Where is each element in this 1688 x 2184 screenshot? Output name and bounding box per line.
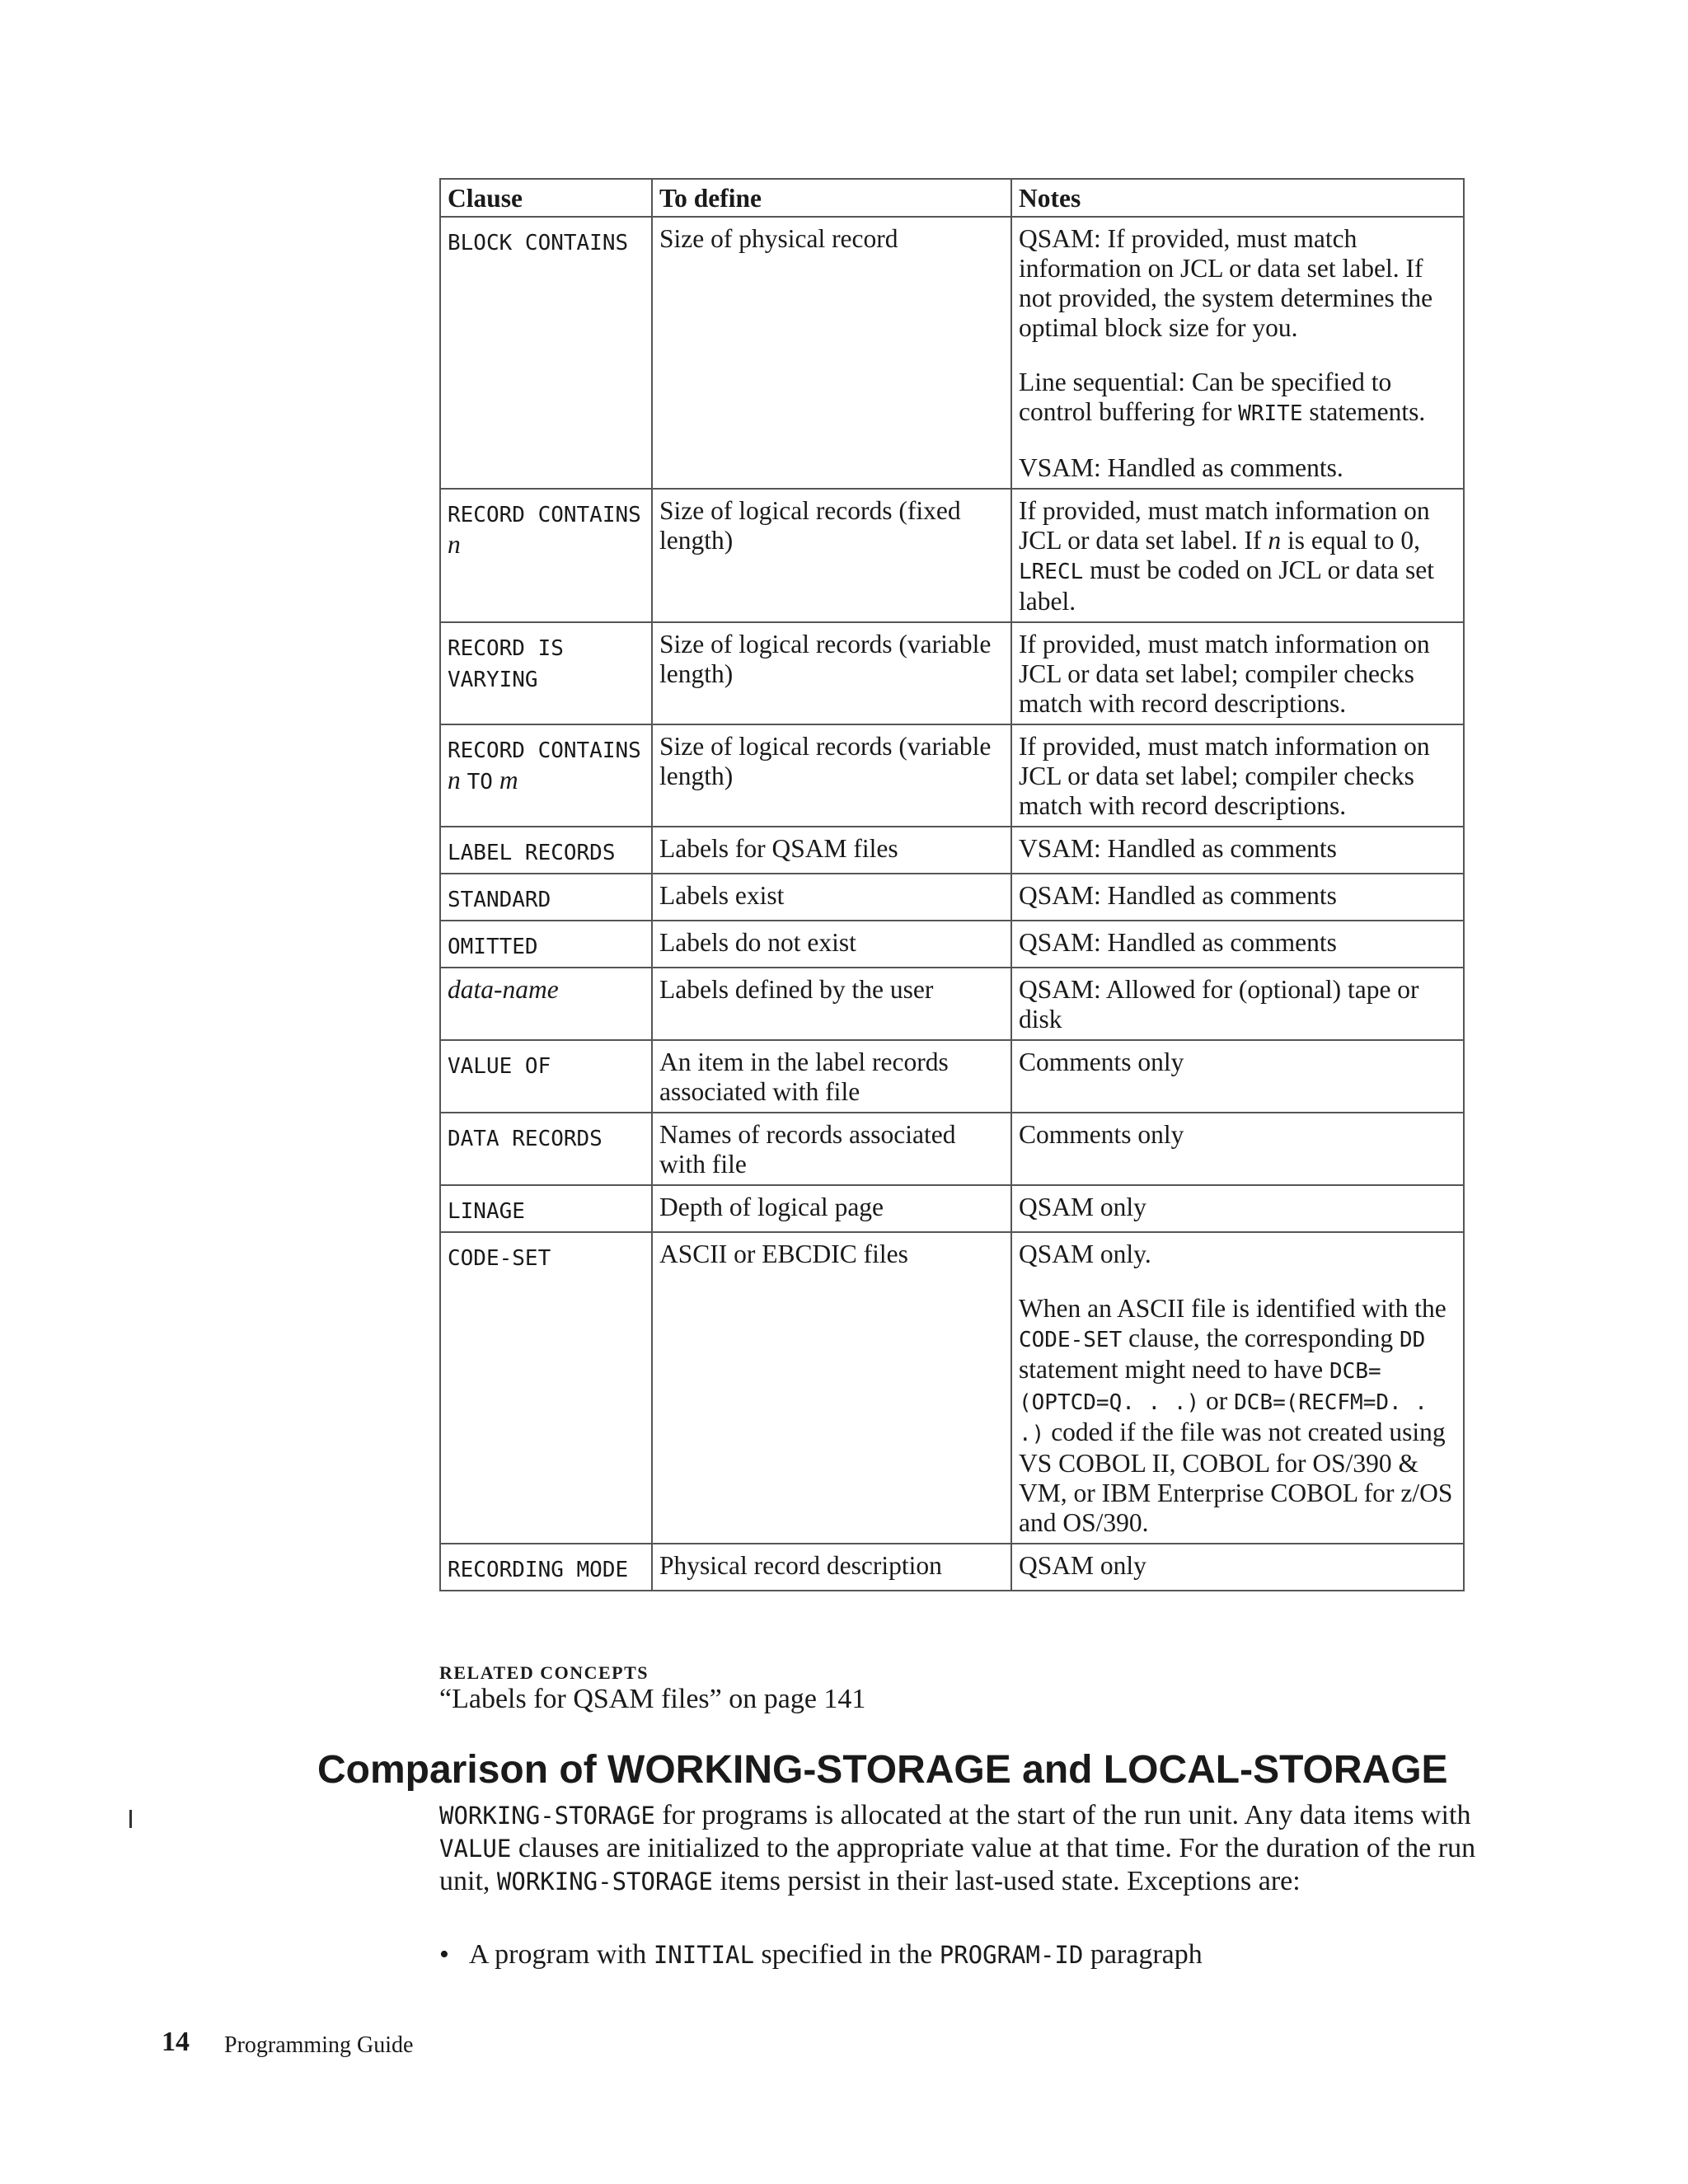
table-row <box>440 622 1464 724</box>
clause-cell: BLOCK CONTAINS <box>440 217 652 489</box>
define-cell: Depth of logical page <box>652 1185 1011 1232</box>
table-row <box>440 1544 1464 1591</box>
clause-cell: LABEL RECORDS <box>440 827 652 874</box>
notes-cell: Comments only <box>1011 1040 1464 1113</box>
notes-cell: QSAM: If provided, must match information on JCL or data set label. If not provided, the system determines the optimal block size for you. Line sequential: Can be specified to control buffering for WRITE statements. VSAM: Handled as comments. <box>1011 217 1464 489</box>
clause-cell: VALUE OF <box>440 1040 652 1113</box>
clause-cell: OMITTED <box>440 921 652 968</box>
related-concepts-heading: RELATED CONCEPTS <box>439 1662 649 1683</box>
notes-cell: If provided, must match information on JCL or data set label; compiler checks match with record descriptions. <box>1011 622 1464 724</box>
section-title: Comparison of WORKING-STORAGE and LOCAL-STORAGE <box>317 1748 1448 1792</box>
notes-cell: QSAM only <box>1011 1185 1464 1232</box>
bullet-icon: • <box>439 1939 449 1970</box>
table-header-row <box>440 179 1464 217</box>
change-bar <box>129 1810 132 1828</box>
table-row <box>440 1040 1464 1113</box>
section-paragraph: WORKING-STORAGE for programs is allocated at the start of the run unit. Any data items with VALUE clauses are initialized to the appropriate value at that time. For the duration of the run unit, WORKING-STORAGE items persist in their last-used state. Exceptions are: <box>439 1800 1476 1896</box>
table-row <box>440 217 1464 489</box>
page-number: 14 <box>162 2027 190 2057</box>
header-to-define: To define <box>652 179 1011 217</box>
notes-cell: QSAM only. When an ASCII file is identified with the CODE-SET clause, the corresponding DD statement might need to have DCB=(OPTCD=Q. . .) or DCB=(RECFM=D. . .) coded if the file was not created using VS COBOL II, COBOL for OS/390 & VM, or IBM Enterprise COBOL for z/OS and OS/390. <box>1011 1232 1464 1544</box>
notes-cell: If provided, must match information on JCL or data set label. If n is equal to 0, LRECL must be coded on JCL or data set label. <box>1011 489 1464 622</box>
notes-cell: QSAM: Handled as comments <box>1011 874 1464 921</box>
define-cell: Size of logical records (fixed length) <box>652 489 1011 622</box>
table-row <box>440 827 1464 874</box>
table-row <box>440 874 1464 921</box>
table-row <box>440 921 1464 968</box>
define-cell: Labels exist <box>652 874 1011 921</box>
list-item: • A program with INITIAL specified in the PROGRAM-ID paragraph <box>439 1939 1203 1970</box>
header-notes: Notes <box>1011 179 1464 217</box>
clause-cell: DATA RECORDS <box>440 1113 652 1185</box>
clause-cell: STANDARD <box>440 874 652 921</box>
define-cell: An item in the label records associated with file <box>652 1040 1011 1113</box>
notes-cell: VSAM: Handled as comments <box>1011 827 1464 874</box>
clause-cell: LINAGE <box>440 1185 652 1232</box>
table-row <box>440 1113 1464 1185</box>
define-cell: Names of records associated with file <box>652 1113 1011 1185</box>
table-row <box>440 1185 1464 1232</box>
define-cell: Labels do not exist <box>652 921 1011 968</box>
define-cell: Labels for QSAM files <box>652 827 1011 874</box>
clause-cell: data-name <box>440 968 652 1040</box>
header-clause: Clause <box>440 179 652 217</box>
table-row <box>440 1232 1464 1544</box>
clause-cell: RECORD IS VARYING <box>440 622 652 724</box>
table-row <box>440 968 1464 1040</box>
clause-cell: CODE-SET <box>440 1232 652 1544</box>
define-cell: Size of physical record <box>652 217 1011 489</box>
clause-cell: RECORD CONTAINS n <box>440 489 652 622</box>
define-cell: Size of logical records (variable length) <box>652 622 1011 724</box>
notes-cell: QSAM: Handled as comments <box>1011 921 1464 968</box>
clause-cell: RECORDING MODE <box>440 1544 652 1591</box>
notes-cell: QSAM: Allowed for (optional) tape or disk <box>1011 968 1464 1040</box>
define-cell: Labels defined by the user <box>652 968 1011 1040</box>
table-row <box>440 489 1464 622</box>
related-concept-link[interactable]: “Labels for QSAM files” on page 141 <box>439 1684 866 1714</box>
clause-table <box>439 178 1465 1591</box>
notes-cell: Comments only <box>1011 1113 1464 1185</box>
define-cell: Size of logical records (variable length) <box>652 724 1011 827</box>
define-cell: Physical record description <box>652 1544 1011 1591</box>
table-row <box>440 724 1464 827</box>
clause-cell: RECORD CONTAINS n TO m <box>440 724 652 827</box>
notes-cell: If provided, must match information on JCL or data set label; compiler checks match with record descriptions. <box>1011 724 1464 827</box>
footer-title: Programming Guide <box>224 2032 414 2058</box>
notes-cell: QSAM only <box>1011 1544 1464 1591</box>
define-cell: ASCII or EBCDIC files <box>652 1232 1011 1544</box>
